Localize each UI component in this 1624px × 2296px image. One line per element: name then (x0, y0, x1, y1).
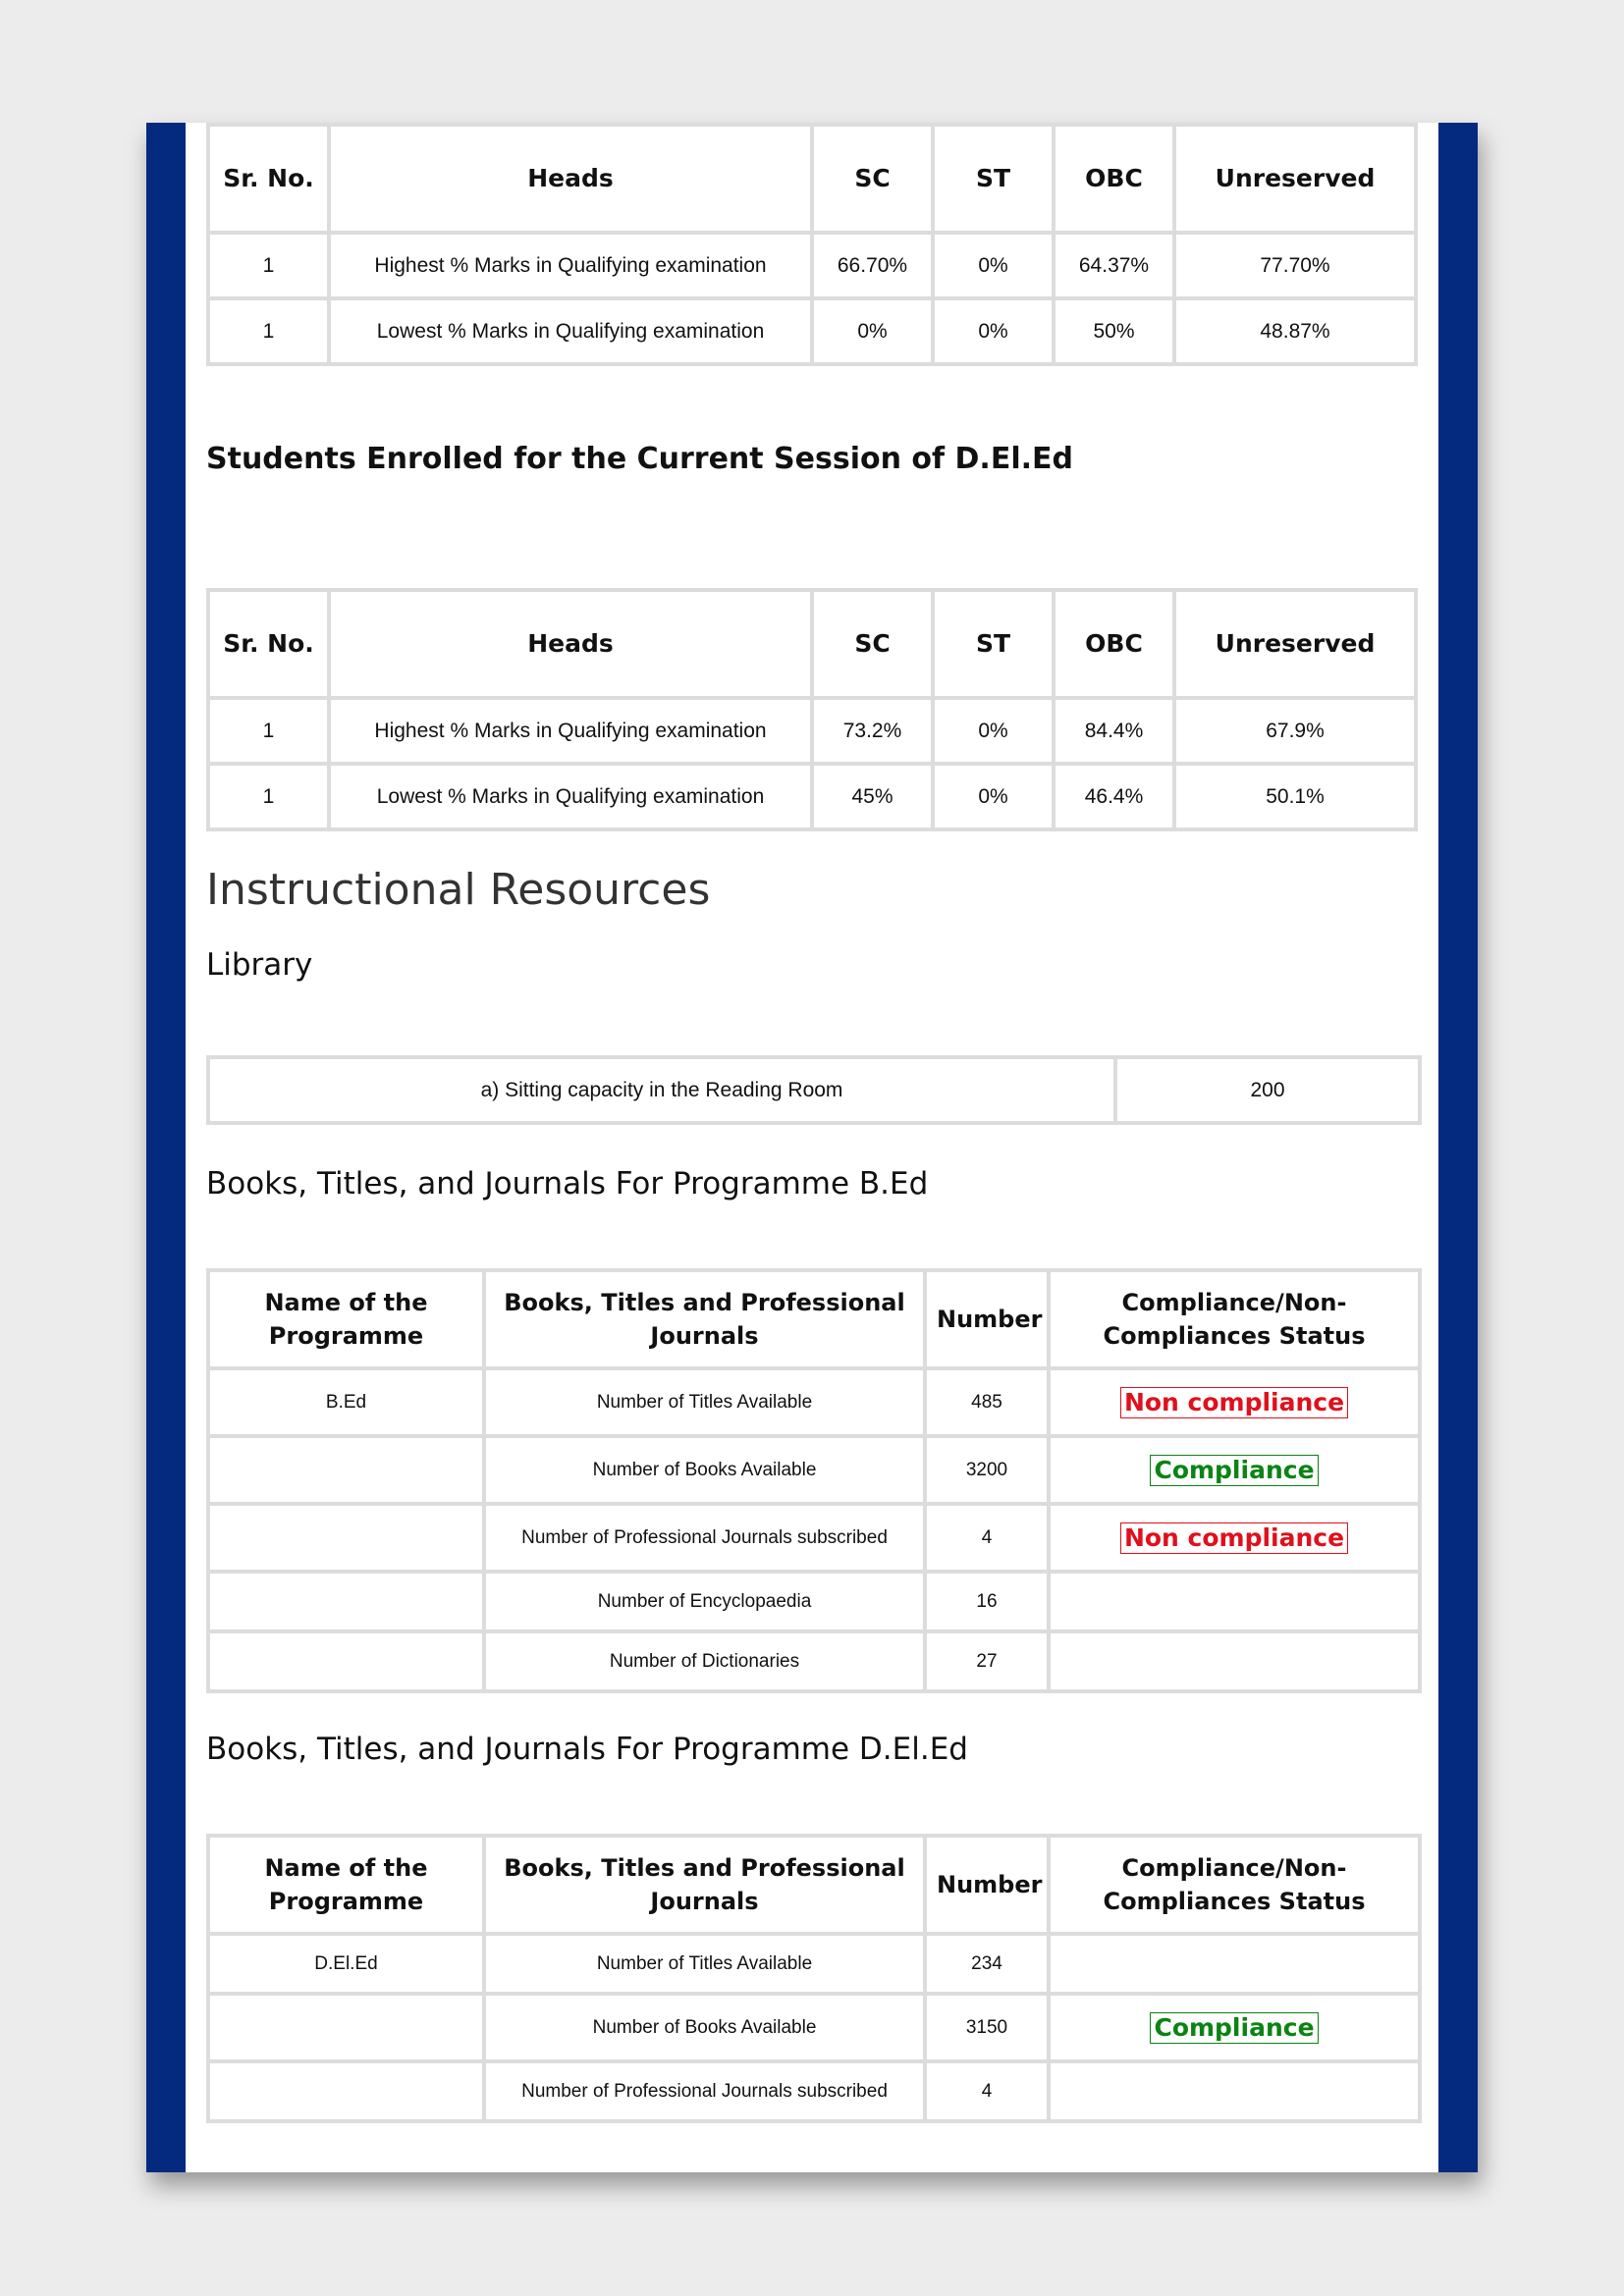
item-cell: Number of Titles Available (486, 1936, 927, 1996)
programme-cell: B.Ed (210, 1370, 486, 1438)
programme-cell: D.El.Ed (210, 1936, 486, 1996)
status-cell (1051, 1574, 1422, 1633)
bed-books-heading: Books, Titles, and Journals For Programme B.Ed (206, 1166, 929, 1201)
table-cell: 0% (935, 766, 1056, 831)
status-cell (1051, 1936, 1422, 1996)
table-cell: 48.87% (1176, 300, 1418, 366)
programme-cell (210, 2063, 486, 2123)
non-compliance-badge: Non compliance (1120, 1522, 1348, 1554)
table-cell: 0% (935, 700, 1056, 766)
col-header: Number (927, 1838, 1051, 1936)
status-cell (1051, 1370, 1422, 1438)
programme-cell (210, 1506, 486, 1574)
document-page (146, 123, 1478, 2172)
table-cell: 1 (210, 235, 331, 300)
table-row (210, 1438, 1422, 1506)
col-header: Books, Titles and Professional Journals (486, 1838, 927, 1936)
table-header-row (210, 1838, 1422, 1936)
table-cell: 0% (935, 300, 1056, 366)
number-cell: 4 (927, 2063, 1051, 2123)
table-cell: 1 (210, 766, 331, 831)
deled-enrolled-title: Students Enrolled for the Current Session of D.El.Ed (206, 442, 1073, 476)
col-header: OBC (1056, 127, 1176, 235)
number-cell: 3200 (927, 1438, 1051, 1506)
table-cell: 77.70% (1176, 235, 1418, 300)
table-cell: 1 (210, 700, 331, 766)
table-cell: Lowest % Marks in Qualifying examination (331, 766, 814, 831)
compliance-badge: Compliance (1150, 2012, 1318, 2044)
table-cell: 64.37% (1056, 235, 1176, 300)
table-cell: Highest % Marks in Qualifying examination (331, 700, 814, 766)
status-cell (1051, 1506, 1422, 1574)
col-header: Number (927, 1272, 1051, 1370)
col-header: Heads (331, 127, 814, 235)
col-header: Books, Titles and Professional Journals (486, 1272, 927, 1370)
sitting-capacity-table (206, 1055, 1422, 1125)
col-header: Unreserved (1176, 127, 1418, 235)
table-row (210, 1574, 1422, 1633)
col-header: Compliance/Non-Compliances Status (1051, 1272, 1422, 1370)
qualifying-marks-table (206, 123, 1418, 366)
table-row (210, 1370, 1422, 1438)
item-cell: Number of Titles Available (486, 1370, 927, 1438)
left-border-band (146, 123, 186, 2172)
col-header: Name of the Programme (210, 1838, 486, 1936)
number-cell: 234 (927, 1936, 1051, 1996)
instructional-resources-heading: Instructional Resources (206, 865, 711, 915)
table-cell: 73.2% (814, 700, 935, 766)
item-cell: Number of Books Available (486, 1996, 927, 2063)
table-cell: 0% (814, 300, 935, 366)
programme-cell (210, 1633, 486, 1693)
item-cell: Number of Encyclopaedia (486, 1574, 927, 1633)
table-cell: 50% (1056, 300, 1176, 366)
status-cell (1051, 1633, 1422, 1693)
table-cell: 0% (935, 235, 1056, 300)
table-cell: 1 (210, 300, 331, 366)
deled-enrolled-table (206, 588, 1418, 831)
table-cell: Lowest % Marks in Qualifying examination (331, 300, 814, 366)
right-border-band (1438, 123, 1478, 2172)
table-row (210, 2063, 1422, 2123)
sitting-capacity-value: 200 (1117, 1059, 1422, 1125)
col-header: ST (935, 592, 1056, 700)
item-cell: Number of Professional Journals subscribed (486, 2063, 927, 2123)
col-header: SC (814, 127, 935, 235)
col-header: Heads (331, 592, 814, 700)
item-cell: Number of Dictionaries (486, 1633, 927, 1693)
col-header: Unreserved (1176, 592, 1418, 700)
number-cell: 3150 (927, 1996, 1051, 2063)
table-header-row (210, 1272, 1422, 1370)
table-row (210, 1936, 1422, 1996)
non-compliance-badge: Non compliance (1120, 1387, 1348, 1418)
table-cell: Highest % Marks in Qualifying examination (331, 235, 814, 300)
item-cell: Number of Professional Journals subscribed (486, 1506, 927, 1574)
table-cell: 67.9% (1176, 700, 1418, 766)
deled-books-heading: Books, Titles, and Journals For Programme D.El.Ed (206, 1732, 968, 1767)
table-cell: 45% (814, 766, 935, 831)
deled-books-table (206, 1834, 1422, 2123)
status-cell (1051, 1438, 1422, 1506)
sitting-capacity-label: a) Sitting capacity in the Reading Room (210, 1059, 1117, 1125)
compliance-badge: Compliance (1150, 1455, 1318, 1486)
bed-books-table (206, 1268, 1422, 1693)
table-row (210, 766, 1418, 831)
table-row (210, 1506, 1422, 1574)
table-row (210, 300, 1418, 366)
col-header: Name of the Programme (210, 1272, 486, 1370)
table-cell: 46.4% (1056, 766, 1176, 831)
item-cell: Number of Books Available (486, 1438, 927, 1506)
table-header-row (210, 592, 1418, 700)
col-header: OBC (1056, 592, 1176, 700)
status-cell (1051, 1996, 1422, 2063)
table-cell: 84.4% (1056, 700, 1176, 766)
table-header-row (210, 127, 1418, 235)
col-header: Sr. No. (210, 127, 331, 235)
status-cell (1051, 2063, 1422, 2123)
table-cell: 66.70% (814, 235, 935, 300)
number-cell: 485 (927, 1370, 1051, 1438)
col-header: SC (814, 592, 935, 700)
col-header: Compliance/Non-Compliances Status (1051, 1838, 1422, 1936)
col-header: Sr. No. (210, 592, 331, 700)
programme-cell (210, 1438, 486, 1506)
table-cell: 50.1% (1176, 766, 1418, 831)
table-row (210, 1996, 1422, 2063)
library-heading: Library (206, 947, 313, 983)
number-cell: 27 (927, 1633, 1051, 1693)
table-row (210, 700, 1418, 766)
table-row (210, 235, 1418, 300)
table-row (210, 1059, 1422, 1125)
programme-cell (210, 1574, 486, 1633)
number-cell: 16 (927, 1574, 1051, 1633)
table-row (210, 1633, 1422, 1693)
col-header: ST (935, 127, 1056, 235)
number-cell: 4 (927, 1506, 1051, 1574)
programme-cell (210, 1996, 486, 2063)
